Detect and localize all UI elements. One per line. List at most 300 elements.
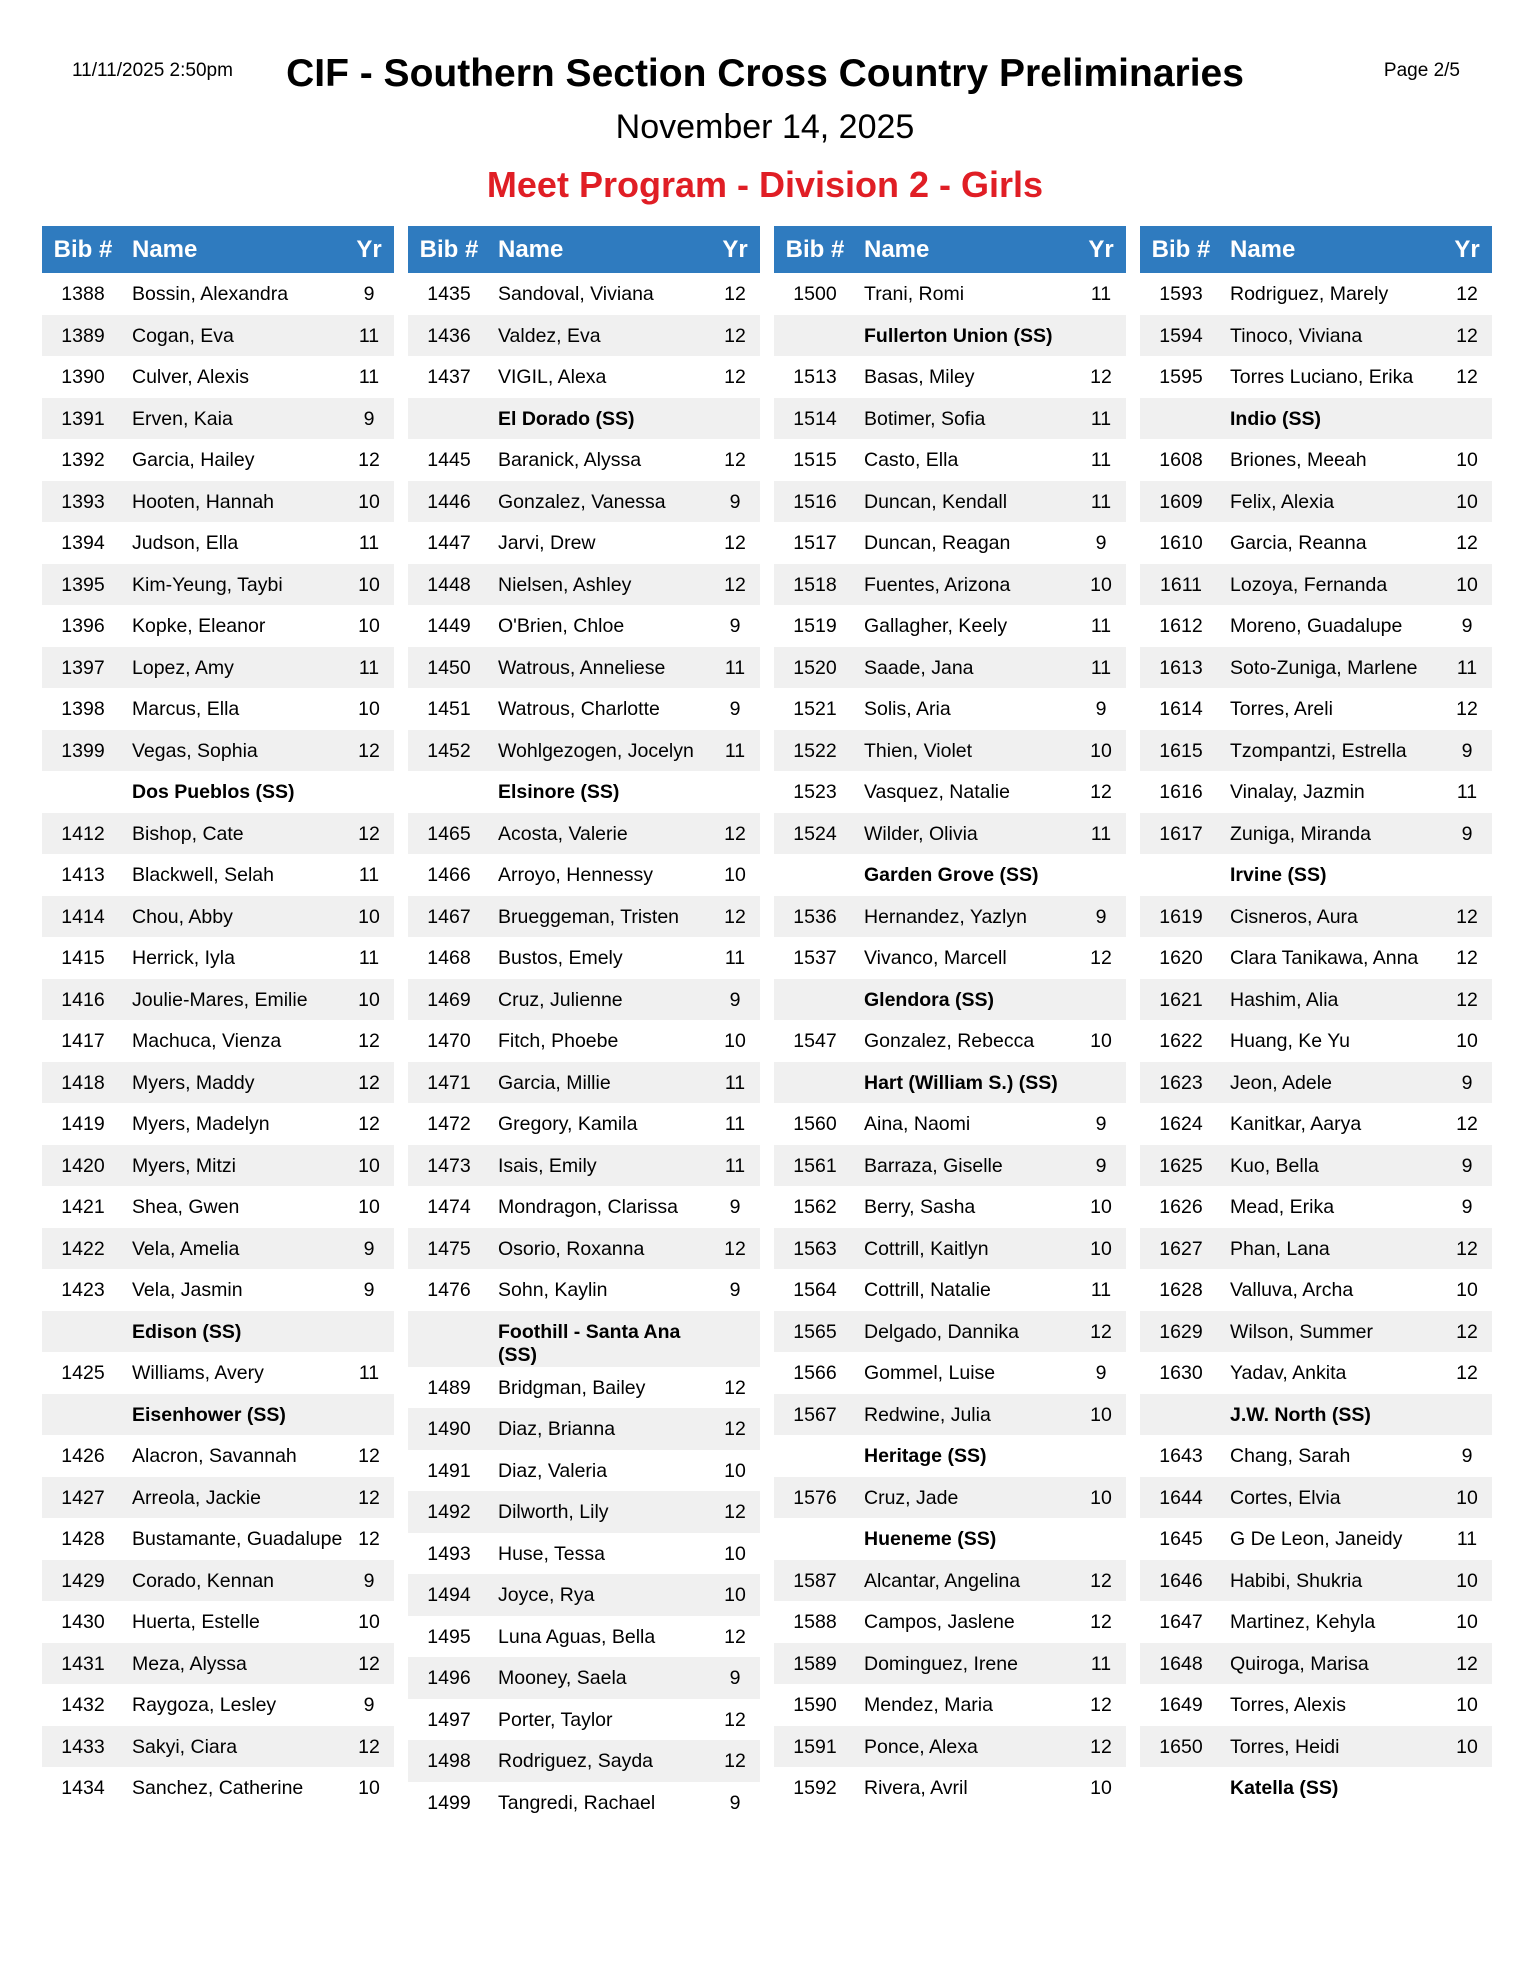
year-cell: 11 [724, 1113, 746, 1135]
athlete-name: Chou, Abby [132, 905, 233, 928]
athlete-name: Alcantar, Angelina [864, 1569, 1021, 1592]
bib-cell: 1624 [1159, 1113, 1203, 1135]
athlete-row [408, 1367, 760, 1409]
year-cell: 10 [358, 1611, 380, 1633]
athlete-row [408, 564, 760, 606]
year-cell: 9 [1095, 905, 1107, 928]
athlete-name: Brueggeman, Tristen [498, 905, 680, 928]
athlete-name: Sakyi, Ciara [132, 1735, 238, 1758]
school-heading [774, 1435, 1126, 1477]
bib-cell: 1513 [793, 366, 837, 388]
athlete-row [774, 1269, 1126, 1311]
header-bib: Bib # [1151, 235, 1211, 263]
year-cell: 9 [1461, 739, 1473, 762]
bib-cell: 1427 [61, 1486, 105, 1509]
athlete-name: Baranick, Alyssa [498, 449, 642, 471]
year-cell: 12 [358, 739, 380, 762]
bib-cell: 1643 [1159, 1445, 1203, 1467]
year-cell: 11 [1090, 656, 1112, 679]
athlete-name: Corado, Kennan [132, 1569, 275, 1592]
athlete-name: Tinoco, Viviana [1230, 324, 1363, 347]
athlete-name: Hernandez, Yazlyn [864, 905, 1027, 928]
bib-cell: 1628 [1159, 1279, 1203, 1301]
header-bib: Bib # [419, 235, 479, 263]
athlete-name: Ponce, Alexa [864, 1735, 978, 1758]
athlete-name: Nielsen, Ashley [498, 573, 632, 596]
athlete-row [1140, 1352, 1492, 1394]
athlete-row [774, 522, 1126, 564]
athlete-row [42, 896, 394, 938]
bib-cell: 1432 [61, 1694, 105, 1716]
year-cell: 12 [1090, 1735, 1112, 1758]
athlete-name: Watrous, Anneliese [498, 656, 666, 679]
column-header [774, 226, 1126, 273]
athlete-row [408, 481, 760, 523]
bib-cell: 1629 [1159, 1320, 1203, 1343]
bib-cell: 1426 [61, 1445, 105, 1467]
bib-cell: 1516 [793, 490, 837, 513]
entries-rows [408, 273, 760, 1823]
bib-cell: 1494 [427, 1584, 471, 1606]
bib-cell: 1451 [427, 698, 471, 720]
athlete-name: Marcus, Ella [132, 698, 240, 720]
athlete-row [1140, 1477, 1492, 1519]
athlete-name: Botimer, Sofia [864, 407, 986, 430]
athlete-name: Mendez, Maria [864, 1694, 993, 1716]
entries-column [1140, 226, 1492, 1823]
athlete-row [1140, 1103, 1492, 1145]
bib-cell: 1611 [1160, 573, 1202, 596]
bib-cell: 1469 [427, 988, 471, 1011]
athlete-row [774, 1228, 1126, 1270]
year-cell: 9 [729, 1667, 741, 1689]
bib-cell: 1630 [1159, 1362, 1203, 1384]
year-cell: 9 [1461, 1154, 1473, 1177]
athlete-name: Alacron, Savannah [132, 1445, 297, 1467]
year-cell: 12 [724, 324, 746, 347]
athlete-row [42, 647, 394, 689]
athlete-name: Huang, Ke Yu [1230, 1030, 1350, 1052]
athlete-name: Fitch, Phoebe [498, 1030, 619, 1052]
school-name: J.W. North (SS) [1230, 1403, 1371, 1426]
athlete-row [774, 1145, 1126, 1187]
bib-cell: 1524 [793, 822, 837, 845]
year-cell: 10 [1090, 1486, 1112, 1509]
athlete-name: Phan, Lana [1230, 1237, 1330, 1260]
year-cell: 9 [1461, 1445, 1473, 1467]
athlete-name: Joulie-Mares, Emilie [132, 988, 308, 1011]
athlete-row [1140, 1062, 1492, 1104]
year-cell: 10 [358, 1154, 380, 1177]
school-heading [408, 1311, 760, 1367]
athlete-name: Sanchez, Catherine [132, 1777, 304, 1799]
athlete-row [408, 1186, 760, 1228]
bib-cell: 1425 [61, 1362, 105, 1384]
athlete-name: Mead, Erika [1230, 1196, 1335, 1218]
athlete-name: Machuca, Vienza [132, 1030, 282, 1052]
athlete-row [408, 1062, 760, 1104]
athlete-row [1140, 1020, 1492, 1062]
year-cell: 12 [1456, 366, 1478, 388]
year-cell: 9 [1461, 822, 1473, 845]
athlete-name: Vegas, Sophia [132, 739, 258, 762]
athlete-name: Erven, Kaia [132, 407, 233, 430]
athlete-row [774, 937, 1126, 979]
athlete-name: Gregory, Kamila [498, 1113, 638, 1135]
bib-cell: 1616 [1159, 781, 1203, 803]
athlete-row [408, 1740, 760, 1782]
athlete-row [42, 979, 394, 1021]
athlete-name: Yadav, Ankita [1230, 1362, 1347, 1384]
athlete-row [1140, 1560, 1492, 1602]
athlete-row [408, 937, 760, 979]
bib-cell: 1450 [427, 656, 471, 679]
athlete-row [42, 356, 394, 398]
year-cell: 9 [729, 1196, 741, 1218]
athlete-name: Briones, Meeah [1230, 449, 1367, 471]
athlete-row [42, 439, 394, 481]
bib-cell: 1522 [793, 739, 837, 762]
school-heading [1140, 1394, 1492, 1436]
athlete-row [42, 273, 394, 315]
bib-cell: 1445 [427, 449, 471, 471]
bib-cell: 1465 [427, 822, 471, 845]
athlete-row [774, 1767, 1126, 1809]
athlete-name: Quiroga, Marisa [1230, 1652, 1369, 1675]
athlete-name: Rivera, Avril [864, 1777, 968, 1799]
athlete-row [408, 1145, 760, 1187]
header-bib: Bib # [53, 235, 113, 263]
year-cell: 9 [1095, 532, 1107, 554]
year-cell: 9 [1461, 1196, 1473, 1218]
bib-cell: 1590 [793, 1694, 837, 1716]
athlete-row [408, 1408, 760, 1450]
header-name: Name [1230, 235, 1296, 263]
athlete-row [1140, 896, 1492, 938]
athlete-row [408, 896, 760, 938]
bib-cell: 1608 [1159, 449, 1203, 471]
athlete-row [774, 1103, 1126, 1145]
year-cell: 11 [1090, 1279, 1112, 1301]
bib-cell: 1500 [793, 283, 837, 305]
bib-cell: 1495 [427, 1625, 471, 1648]
year-cell: 10 [1090, 1030, 1112, 1052]
athlete-name: Delgado, Dannika [864, 1320, 1020, 1343]
year-cell: 12 [1456, 1320, 1478, 1343]
bib-cell: 1564 [793, 1279, 837, 1301]
meet-title: CIF - Southern Section Cross Country Preliminaries [286, 52, 1244, 95]
athlete-name: Gonzalez, Vanessa [498, 490, 666, 513]
bib-cell: 1492 [427, 1501, 471, 1523]
year-cell: 10 [1456, 490, 1478, 513]
athlete-name: Garcia, Reanna [1230, 532, 1367, 554]
athlete-name: Blackwell, Selah [132, 864, 274, 886]
year-cell: 11 [1090, 283, 1112, 305]
athlete-row [774, 356, 1126, 398]
athlete-row [408, 1699, 760, 1741]
athlete-name: Jarvi, Drew [498, 532, 596, 554]
school-heading [774, 979, 1126, 1021]
school-name: Fullerton Union (SS) [864, 324, 1053, 347]
school-heading [42, 771, 394, 813]
athlete-name: Vasquez, Natalie [864, 781, 1010, 803]
bib-cell: 1625 [1159, 1154, 1203, 1177]
year-cell: 12 [1090, 1611, 1112, 1633]
athlete-name: Cortes, Elvia [1230, 1486, 1341, 1509]
bib-cell: 1650 [1159, 1735, 1203, 1758]
year-cell: 10 [724, 1584, 746, 1606]
athlete-row [42, 1186, 394, 1228]
athlete-row [408, 854, 760, 896]
header-bib: Bib # [785, 235, 845, 263]
athlete-name: Berry, Sasha [864, 1196, 976, 1218]
year-cell: 9 [363, 407, 375, 430]
bib-cell: 1613 [1159, 656, 1203, 679]
athlete-row [408, 1269, 760, 1311]
year-cell: 10 [358, 490, 380, 513]
bib-cell: 1523 [793, 781, 837, 803]
meet-date: November 14, 2025 [615, 108, 915, 146]
bib-cell: 1391 [61, 407, 105, 430]
athlete-name: Tzompantzi, Estrella [1230, 739, 1407, 762]
bib-cell: 1474 [427, 1196, 471, 1218]
bib-cell: 1612 [1159, 615, 1203, 637]
athlete-name: Hashim, Alia [1230, 988, 1339, 1011]
athlete-row [408, 1450, 760, 1492]
athlete-row [774, 688, 1126, 730]
bib-cell: 1496 [427, 1667, 471, 1689]
athlete-row [42, 688, 394, 730]
bib-cell: 1567 [793, 1403, 837, 1426]
athlete-row [42, 1726, 394, 1768]
athlete-row [1140, 605, 1492, 647]
athlete-row [408, 1533, 760, 1575]
athlete-row [774, 1352, 1126, 1394]
entries-rows [774, 273, 1126, 1809]
bib-cell: 1560 [793, 1113, 837, 1135]
bib-cell: 1619 [1159, 905, 1203, 928]
year-cell: 9 [1095, 1154, 1107, 1177]
year-cell: 10 [1456, 1279, 1478, 1301]
athlete-row [42, 1684, 394, 1726]
athlete-row [408, 1228, 760, 1270]
year-cell: 10 [1090, 1777, 1112, 1799]
bib-cell: 1419 [61, 1113, 105, 1135]
bib-cell: 1647 [1159, 1611, 1203, 1633]
athlete-row [1140, 1726, 1492, 1768]
bib-cell: 1617 [1159, 822, 1203, 845]
bib-cell: 1562 [793, 1196, 837, 1218]
athlete-row [1140, 1145, 1492, 1187]
column-header [42, 226, 394, 273]
athlete-row [774, 647, 1126, 689]
athlete-name: Gallagher, Keely [864, 615, 1008, 637]
bib-cell: 1452 [427, 739, 471, 762]
athlete-row [408, 1657, 760, 1699]
athlete-row [408, 439, 760, 481]
athlete-name: Torres, Heidi [1230, 1735, 1340, 1758]
bib-cell: 1536 [793, 905, 837, 928]
athlete-name: Cottrill, Natalie [864, 1279, 991, 1301]
athlete-row [408, 356, 760, 398]
bib-cell: 1563 [793, 1237, 837, 1260]
athlete-name: Valdez, Eva [498, 324, 601, 347]
bib-cell: 1514 [793, 407, 837, 430]
athlete-row [774, 1186, 1126, 1228]
athlete-row [42, 1145, 394, 1187]
athlete-name: Dominguez, Irene [864, 1652, 1018, 1675]
athlete-row [1140, 1311, 1492, 1353]
school-heading [42, 1394, 394, 1436]
bib-cell: 1421 [61, 1196, 105, 1218]
year-cell: 12 [724, 1501, 746, 1523]
year-cell: 12 [358, 1735, 380, 1758]
athlete-name: Myers, Maddy [132, 1071, 255, 1094]
year-cell: 11 [358, 532, 380, 554]
athlete-row [1140, 1228, 1492, 1270]
school-name: Garden Grove (SS) [864, 864, 1039, 886]
year-cell: 9 [1461, 615, 1473, 637]
athlete-row [408, 273, 760, 315]
athlete-row [42, 730, 394, 772]
school-name: Edison (SS) [132, 1320, 242, 1343]
year-cell: 12 [1456, 1652, 1478, 1675]
year-cell: 12 [358, 1486, 380, 1509]
bib-cell: 1473 [427, 1154, 471, 1177]
year-cell: 10 [1090, 1403, 1112, 1426]
bib-cell: 1591 [793, 1735, 837, 1758]
bib-cell: 1499 [427, 1791, 471, 1814]
athlete-row [42, 522, 394, 564]
year-cell: 10 [1090, 1237, 1112, 1260]
athlete-row [42, 564, 394, 606]
athlete-name: Kanitkar, Aarya [1230, 1113, 1362, 1135]
year-cell: 12 [724, 1750, 746, 1772]
bib-cell: 1626 [1159, 1196, 1203, 1218]
bib-cell: 1396 [61, 615, 105, 637]
year-cell: 10 [1456, 1486, 1478, 1509]
year-cell: 11 [724, 1071, 746, 1094]
year-cell: 10 [1456, 1735, 1478, 1758]
year-cell: 12 [724, 1418, 746, 1440]
athlete-name: Luna Aguas, Bella [498, 1625, 656, 1648]
year-cell: 10 [358, 905, 380, 928]
year-cell: 9 [363, 1237, 375, 1260]
school-heading [774, 315, 1126, 357]
year-cell: 12 [724, 905, 746, 928]
athlete-name: Judson, Ella [132, 532, 239, 554]
athlete-row [1140, 439, 1492, 481]
year-cell: 11 [1090, 490, 1112, 513]
year-cell: 9 [363, 283, 375, 305]
athlete-name: Kim-Yeung, Taybi [132, 573, 283, 596]
bib-cell: 1399 [61, 739, 105, 762]
bib-cell: 1414 [61, 905, 105, 928]
bib-cell: 1490 [427, 1418, 471, 1440]
athlete-row [1140, 688, 1492, 730]
athlete-row [408, 1782, 760, 1824]
athlete-name: Gonzalez, Rebecca [864, 1030, 1035, 1052]
athlete-row [774, 1684, 1126, 1726]
bib-cell: 1417 [61, 1030, 105, 1052]
athlete-row [1140, 315, 1492, 357]
school-heading [42, 1311, 394, 1353]
bib-cell: 1423 [61, 1279, 105, 1301]
athlete-row [774, 564, 1126, 606]
athlete-name: Clara Tanikawa, Anna [1230, 947, 1419, 969]
year-cell: 10 [1090, 1196, 1112, 1218]
athlete-name: Aina, Naomi [864, 1113, 971, 1135]
bib-cell: 1520 [793, 656, 837, 679]
year-cell: 12 [358, 449, 380, 471]
athlete-name: Myers, Mitzi [132, 1154, 236, 1177]
athlete-row [774, 730, 1126, 772]
athlete-row [408, 1616, 760, 1658]
school-name: Indio (SS) [1230, 407, 1321, 430]
athlete-row [774, 896, 1126, 938]
athlete-name: Bustos, Emely [498, 947, 623, 969]
bib-cell: 1621 [1159, 988, 1203, 1011]
header-name: Name [132, 235, 198, 263]
athlete-name: Jeon, Adele [1230, 1071, 1332, 1094]
athlete-name: Moreno, Guadalupe [1230, 615, 1403, 637]
school-name: Foothill - Santa Ana (SS) [498, 1320, 681, 1366]
athlete-row [408, 1020, 760, 1062]
bib-cell: 1515 [793, 449, 837, 471]
athlete-name: Diaz, Brianna [498, 1418, 616, 1440]
bib-cell: 1576 [793, 1486, 837, 1509]
bib-cell: 1519 [793, 615, 837, 637]
year-cell: 10 [1456, 1611, 1478, 1633]
athlete-name: Zuniga, Miranda [1230, 822, 1371, 845]
bib-cell: 1395 [61, 573, 105, 596]
year-cell: 12 [1456, 698, 1478, 720]
athlete-name: Wohlgezogen, Jocelyn [498, 739, 694, 762]
bib-cell: 1433 [61, 1735, 105, 1758]
bib-cell: 1649 [1159, 1694, 1203, 1716]
athlete-row [42, 1228, 394, 1270]
athlete-name: Soto-Zuniga, Marlene [1230, 656, 1418, 679]
print-timestamp: 11/11/2025 2:50pm [72, 60, 233, 81]
year-cell: 10 [1456, 449, 1478, 471]
athlete-name: Bridgman, Bailey [498, 1376, 646, 1399]
athlete-row [408, 315, 760, 357]
athlete-name: VIGIL, Alexa [498, 366, 607, 388]
athlete-name: Williams, Avery [132, 1362, 264, 1384]
year-cell: 12 [724, 366, 746, 388]
school-name: Dos Pueblos (SS) [132, 781, 295, 803]
athlete-name: Gommel, Luise [864, 1362, 996, 1384]
bib-cell: 1398 [61, 698, 105, 720]
athlete-row [1140, 1269, 1492, 1311]
athlete-name: Valluva, Archa [1230, 1279, 1354, 1301]
bib-cell: 1644 [1159, 1486, 1203, 1509]
year-cell: 10 [1456, 1030, 1478, 1052]
athlete-name: Solis, Aria [864, 698, 951, 720]
athlete-row [774, 398, 1126, 440]
bib-cell: 1413 [61, 864, 105, 886]
year-cell: 12 [1456, 988, 1478, 1011]
athlete-row [1140, 771, 1492, 813]
athlete-row [42, 1643, 394, 1685]
year-cell: 11 [358, 864, 380, 886]
athlete-name: Mondragon, Clarissa [498, 1196, 678, 1218]
bib-cell: 1615 [1159, 739, 1203, 762]
athlete-name: Raygoza, Lesley [132, 1694, 277, 1716]
bib-cell: 1561 [793, 1154, 837, 1177]
header-name: Name [498, 235, 564, 263]
athlete-name: G De Leon, Janeidy [1230, 1528, 1403, 1550]
